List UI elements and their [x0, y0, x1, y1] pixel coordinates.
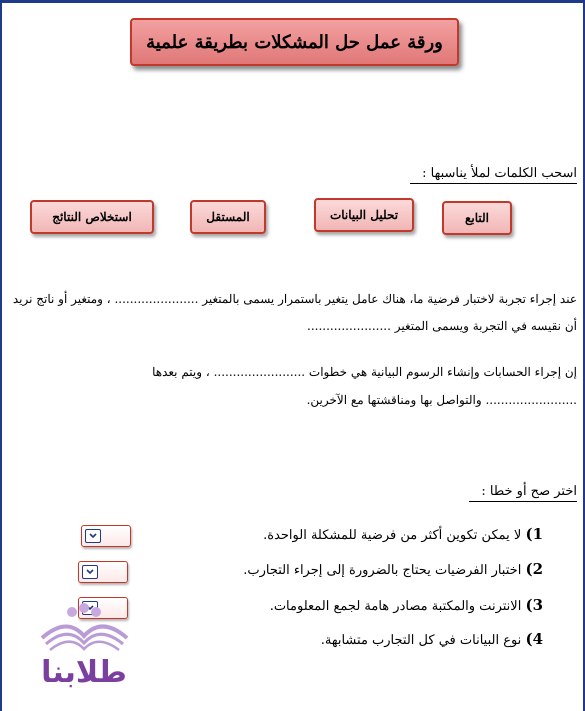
window-left-border: [0, 0, 2, 711]
question-1: [263, 525, 543, 543]
question-number: 2): [525, 560, 543, 578]
drag-word-independent[interactable]: المستقل: [190, 200, 266, 234]
answer-select-1[interactable]: [81, 525, 131, 547]
question-text: اختبار الفرضيات يحتاج بالضرورة إلى إجراء التجارب.: [243, 563, 522, 578]
question-number: 3): [525, 596, 543, 614]
drag-instruction: اسحب الكلمات لملأ يناسبها :: [410, 166, 577, 184]
page-title: ورقة عمل حل المشكلات بطريقة علمية: [130, 18, 459, 66]
logo-text: طلابنا: [41, 655, 127, 690]
site-logo: [22, 598, 147, 690]
drag-word-draw-conclusions[interactable]: استخلاص النتائج: [30, 200, 154, 234]
question-text: لا يمكن تكوين أكثر من فرضية للمشكلة الواحدة.: [263, 528, 522, 543]
book-icon: [42, 603, 127, 650]
paragraph1-line1: عند إجراء تجربة لاختبار فرضية ما، هناك عامل يتغير باستمرار يسمى بالمتغير ...................... ، ومتغير أو ناتج نريد: [12, 292, 577, 306]
answer-select-2[interactable]: [78, 561, 128, 583]
chevron-down-icon: [85, 529, 101, 543]
tf-instruction: اختر صح أو خطا :: [469, 484, 577, 502]
question-number: 4): [525, 630, 543, 648]
question-2: [243, 560, 543, 578]
question-text: الانترنت والمكتبة مصادر هامة لجمع المعلومات.: [269, 599, 522, 614]
question-4: [321, 630, 543, 648]
drag-word-dependent[interactable]: التابع: [442, 201, 512, 235]
paragraph2-line2: ........................ والتواصل بها ومناقشتها مع الآخرين.: [306, 393, 577, 407]
question-3: [270, 596, 543, 614]
question-text: نوع البيانات في كل التجارب متشابهة.: [320, 633, 522, 648]
chevron-down-icon: [82, 565, 98, 579]
window-top-border: [0, 0, 585, 3]
question-number: 1): [525, 525, 543, 543]
paragraph2-line1: إن إجراء الحسابات وإنشاء الرسوم البيانية هي خطوات ........................ ، ويتم بعدها: [152, 365, 577, 379]
drag-word-data-analysis[interactable]: تحليل البيانات: [314, 198, 414, 232]
paragraph1-line2: أن نقيسه في التجربة ويسمى المتغير ......................: [307, 319, 577, 333]
